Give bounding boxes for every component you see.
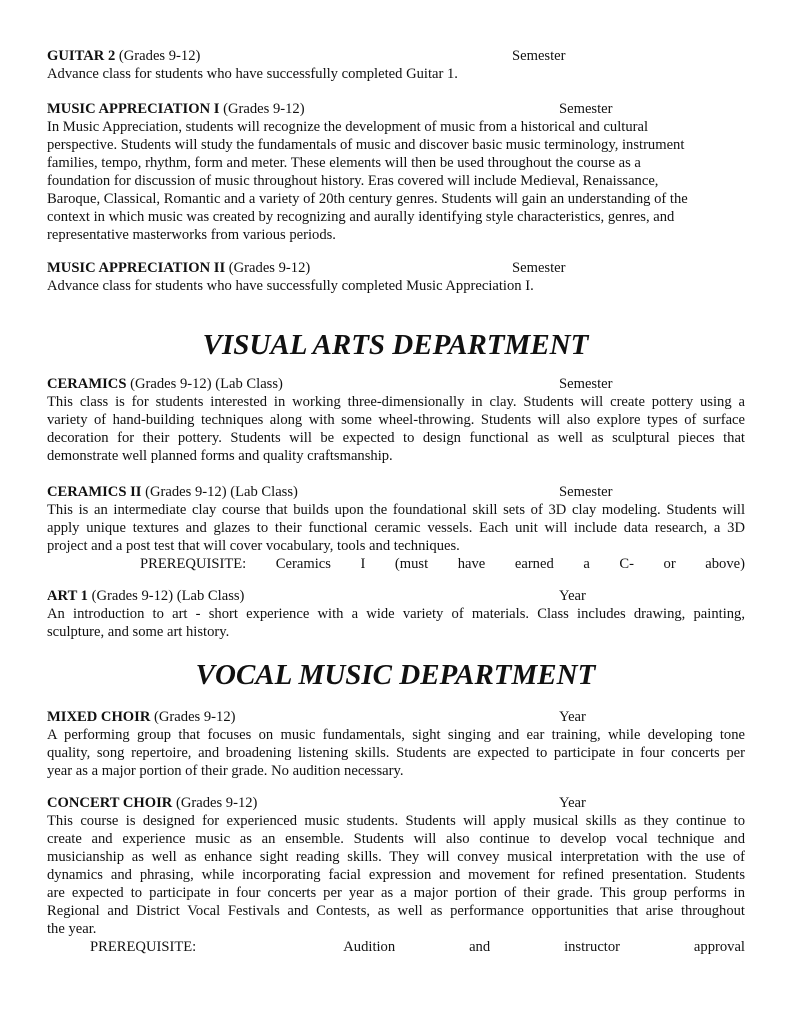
course-description-line: Baroque, Classical, Romantic and a variety of 20th century genres. Students will gain an understanding of the (47, 191, 688, 207)
course-term: Year (559, 709, 586, 725)
course-prerequisite: PREREQUISITE: Audition and instructor approval (90, 939, 745, 955)
course-term: Semester (559, 376, 613, 392)
course-description-line: This is an intermediate clay course that builds upon the foundational skill sets of 3D clay modeling. Students will (47, 502, 745, 518)
course-description-line: the year. (47, 921, 97, 937)
course-description-line: This course is designed for experienced music students. Students will apply musical skills as they continue to (47, 813, 745, 829)
course-header (47, 794, 745, 812)
course-grades: (Grades 9-12) (Lab Class) (91, 588, 245, 604)
course-grades: (Grades 9-12) (175, 795, 258, 811)
course-description-line: This class is for students interested in working three-dimensionally in clay. Students will create pottery using a (47, 394, 745, 410)
course-prerequisite: PREREQUISITE: Ceramics I (must have earned a C- or above) (140, 556, 745, 572)
course-description-line: A performing group that focuses on music fundamentals, sight singing and ear training, while developing tone (47, 727, 745, 743)
course-term: Semester (512, 48, 566, 64)
course-description-line: In Music Appreciation, students will recognize the development of music from a historical and cultural (47, 119, 649, 135)
course-term: Year (559, 795, 586, 811)
course-description-line: quality, song repertoire, and broadening listening skills. Students are expected to participate in four concerts per (47, 745, 745, 761)
course-title: MUSIC APPRECIATION II (47, 260, 226, 276)
course-music-appreciation-2 (47, 259, 745, 295)
course-grades: (Grades 9-12) (Lab Class) (145, 484, 298, 500)
course-title: CERAMICS II (47, 484, 142, 500)
course-title: CERAMICS (47, 376, 127, 392)
course-header (47, 375, 745, 393)
course-title: MIXED CHOIR (47, 709, 151, 725)
course-header (47, 587, 745, 605)
course-guitar-2 (47, 47, 745, 83)
course-description-line: representative masterworks from various periods. (47, 227, 336, 243)
course-header (47, 483, 745, 501)
course-description-line: year as a major portion of their grade. No audition necessary. (47, 763, 404, 779)
course-description-line: An introduction to art - short experience with a wide variety of materials. Class includes drawing, painting, (47, 606, 745, 622)
course-art-1 (47, 587, 745, 641)
course-description-line: variety of hand-building techniques along with some wheel-throwing. Students will also explore types of surface (47, 412, 745, 428)
course-header (47, 47, 745, 65)
course-grades: (Grades 9-12) (154, 709, 236, 725)
course-title: CONCERT CHOIR (47, 795, 173, 811)
course-description-line: dynamics and phrasing, while incorporating facial expression and movement for refined presentation. Students (47, 867, 745, 883)
course-music-appreciation-1 (47, 100, 745, 244)
course-description-line: perspective. Students will study the fundamentals of music and discover basic music terminology, instrument (47, 137, 685, 153)
course-title: MUSIC APPRECIATION I (47, 101, 220, 117)
course-term: Semester (559, 101, 613, 117)
course-description-line: Advance class for students who have successfully completed Music Appreciation I. (47, 278, 534, 294)
course-mixed-choir (47, 708, 745, 780)
course-description-line: sculpture, and some art history. (47, 624, 230, 640)
course-header (47, 259, 745, 277)
course-title: ART 1 (47, 588, 88, 604)
course-description-line: musicianship as well as enhance sight reading skills. They will convey musical interpretation with the use of (47, 849, 745, 865)
course-title: GUITAR 2 (47, 48, 116, 64)
course-description-line: Regional and District Vocal Festivals and Contests, as well as performance opportunities that arise throughout (47, 903, 745, 919)
course-term: Year (559, 588, 586, 604)
course-concert-choir (47, 794, 745, 956)
course-description-line: families, tempo, rhythm, form and meter. These elements will then be used throughout the course as a (47, 155, 641, 171)
course-description-line: Advance class for students who have successfully completed Guitar 1. (47, 66, 458, 82)
vocal-music-department-heading: VOCAL MUSIC DEPARTMENT (195, 659, 596, 691)
course-grades: (Grades 9-12) (118, 48, 201, 64)
course-description-line: foundation for discussion of music throughout history. Eras covered will include Medieval, Renaissance, (47, 173, 659, 189)
course-header (47, 708, 745, 726)
visual-arts-department-heading: VISUAL ARTS DEPARTMENT (202, 329, 589, 361)
course-ceramics-2 (47, 483, 745, 573)
course-ceramics (47, 375, 745, 465)
course-term: Semester (559, 484, 613, 500)
course-grades: (Grades 9-12) (228, 260, 311, 276)
course-header (47, 100, 745, 118)
course-description-line: apply unique textures and glazes to their functional ceramic vessels. Each unit will include data research, a 3D (47, 520, 745, 536)
course-description-line: create and experience music as an ensemble. Students will also continue to develop vocal technique and (47, 831, 745, 847)
course-description-line: decoration for their pottery. Students will be expected to design functional as well as sculptural pieces that (47, 430, 745, 446)
course-term: Semester (512, 260, 566, 276)
course-description-line: project and a post test that will cover vocabulary, tools and techniques. (47, 538, 460, 554)
course-description-line: are expected to participate in four concerts per year as a major portion of their grade. This group performs in (47, 885, 745, 901)
course-grades: (Grades 9-12) (223, 101, 305, 117)
course-description-line: demonstrate well planned forms and quality craftsmanship. (47, 448, 393, 464)
course-grades: (Grades 9-12) (Lab Class) (130, 376, 283, 392)
course-description-line: context in which music was created by recognizing and aurally identifying style characteristics, genres, and (47, 209, 675, 225)
